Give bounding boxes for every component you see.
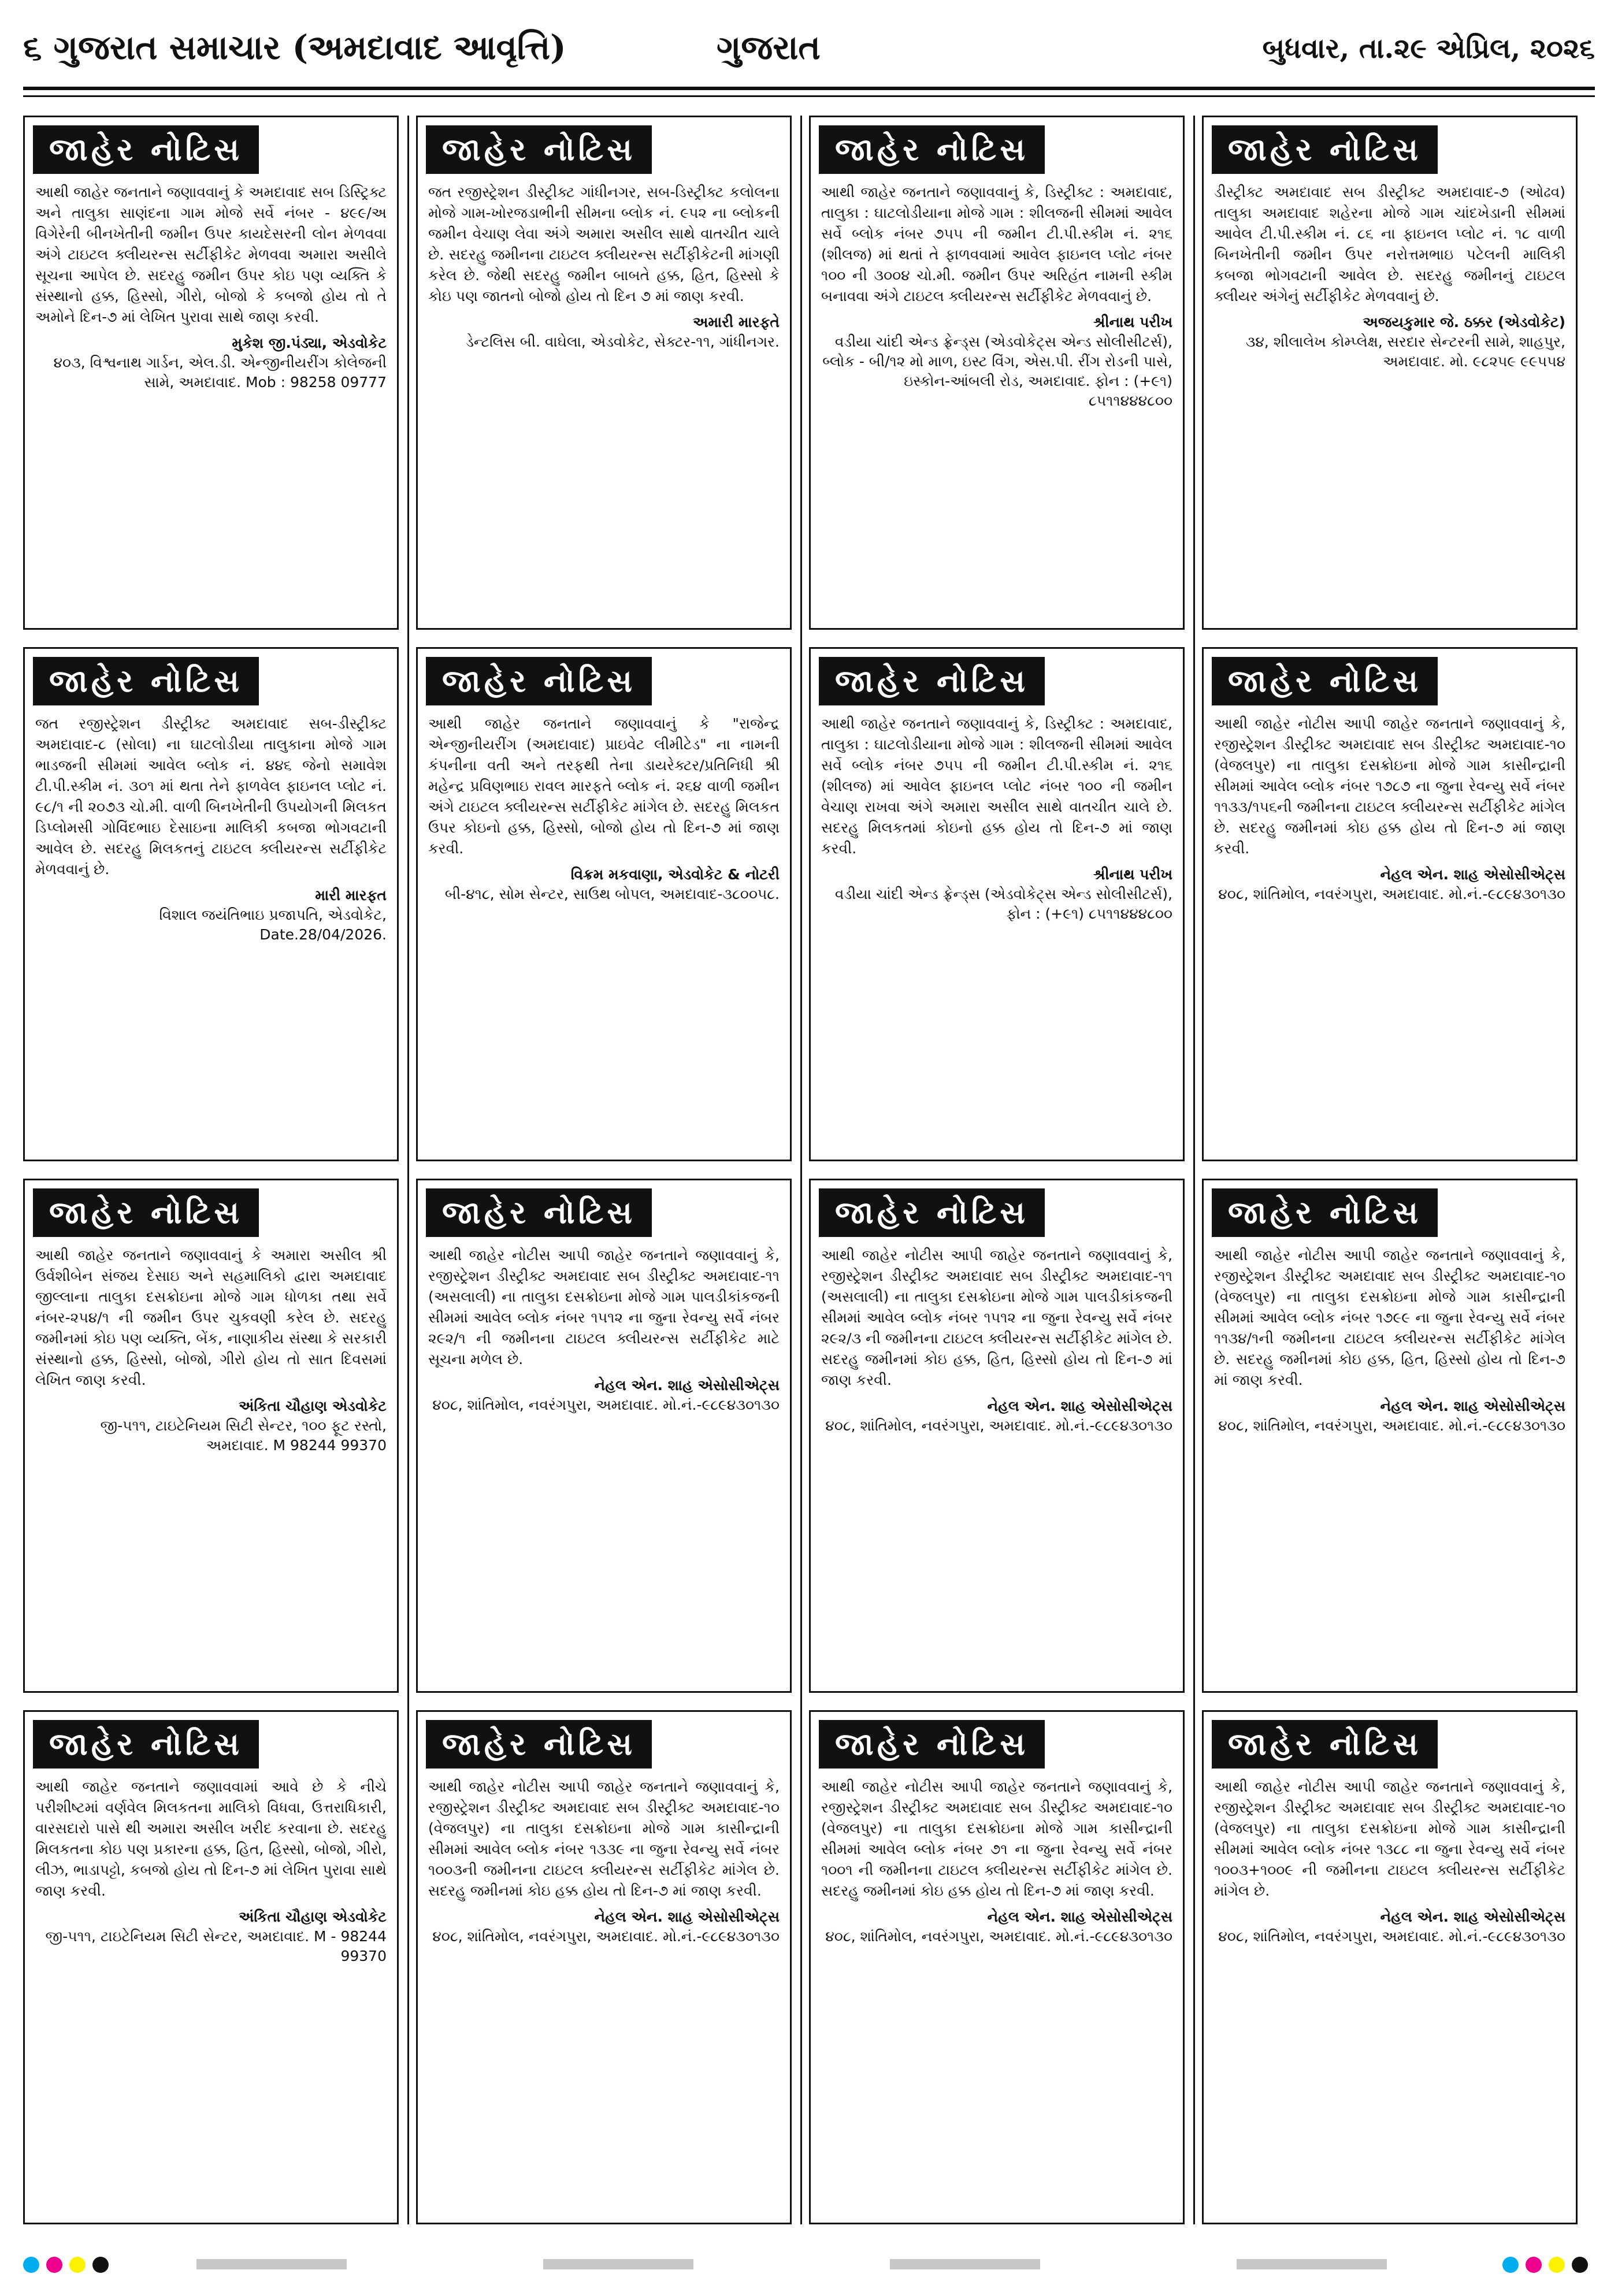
- notice-title: જાહેર નોટિસ: [426, 1720, 652, 1769]
- signatory-name: અજયકુમાર જે. ઠક્કર (એડવોકેટ): [1363, 314, 1565, 330]
- signatory-name: અંકિતા ચૌહાણ એડવોકેટ: [238, 1398, 387, 1414]
- notice-signature: [1204, 1907, 1576, 1955]
- notice-title: જાહેર નોટિસ: [819, 657, 1045, 705]
- notice-body: આથી જાહેર નોટીસ આપી જાહેર જનતાને જણાવવાનું કે, રજીસ્ટ્રેશન ડીસ્ટ્રીક્ટ અમદાવાદ સબ ડીસ્ટ્રીક્ટ અમદાવાદ-૧૦ (વેજલપુર) ના તાલુકા દસક્રોઇના મોજે ગામ કાસીન્દ્રાની સીમમાં આવેલ બ્લોક નંબર ૭૧ ના જુના રેવન્યુ સર્વે નંબર ૧૦૦૧ ની જમીનના ટાઇટલ ક્લીયરન્સ સર્ટીફીકેટ માંગેલ છે. સદરહુ જમીનમાં કોઇ હક્ક હોય તો દિન-૭ માં જાણ કરવી.: [821, 1778, 1172, 1899]
- notice-body: જત રજીસ્ટ્રેશન ડીસ્ટ્રીક્ટ અમદાવાદ સબ-ડીસ્ટ્રીક્ટ અમદાવાદ-૮ (સોલા) ના ઘાટલોડીયા તાલુકાના મોજે ગામ ભાડજની સીમમાં આવેલ બ્લોક નં. ૪૪૬ જેનો સમાવેશ ટી.પી.સ્કીમ નં. ૩૦૧ માં થતા તેને ફાળવેલ ફાઇનલ પ્લોટ નં. ૯૮/૧ ની ૨૦૭૩ ચો.મી. વાળી બિનખેતીની ઉપયોગની મિલકત ડિપ્લોમસી ગોવિંદભાઇ દેસાઇના માલિકી કબજા ભોગવટાની આવેલ છે. સદરહુ મિલકતનું ટાઇટલ ક્લીયરન્સ સર્ટીફીકેટ મેળવવાનું છે.: [35, 715, 387, 878]
- signatory-address: ૪૦૮, શાંતિમોલ, નવરંગપુરા, અમદાવાદ. મો.નં.-૯૮૯૪૩૦૧૩૦: [1218, 1928, 1565, 1945]
- signatory-address: બી-૪૧૮, સોમ સેન્ટર, સાઉથ બોપલ, અમદાવાદ-૩૮૦૦૫૮.: [444, 886, 780, 902]
- signatory-name: શ્રીનાથ પરીખ: [1093, 314, 1172, 330]
- signatory-address: ૩૪, શીલાલેખ કોમ્પ્લેક્ષ, સરદાર સેન્ટરની સામે, શાહપુર, અમદાવાદ. મો. ૯૮૨૫૯ ૯૯૫૫૪: [1245, 333, 1565, 370]
- signatory-address: જી-૫૧૧, ટાઇટેનિયમ સિટી સેન્ટર, અમદાવાદ. M - 98244 99370: [45, 1928, 387, 1964]
- public-notice: [809, 647, 1185, 1161]
- public-notice: [416, 1179, 792, 1693]
- signatory-address: વડીયા ચાંદી એન્ડ ફ્રેન્ડ્સ (એડવોકેટ્સ એન્ડ સોલીસીટર્સ), બ્લોક - બી/૧૨ મો માળ, ઇસ્ટ વિંગ, એસ.પી. રીંગ રોડની પાસે, ઇસ્કોન-આંબલી રોડ, અમદાવાદ. ફોન : (+૯૧) ૮૫૧૧૪૪૪૮૦૦: [822, 333, 1172, 409]
- registration-dot-yellow: [69, 2257, 86, 2273]
- notice-body: જત રજીસ્ટ્રેશન ડીસ્ટ્રીક્ટ ગાંધીનગર, સબ-ડિસ્ટ્રીક્ટ કલોલના મોજે ગામ-ખોરજડાભીની સીમના બ્લોક નં. ૯૫૨ ના બ્લોકની જમીન વેચાણ લેવા અંગે અમારા અસીલ સાથે વાતચીત ચાલે છે. સદરહુ જમીનના ટાઇટલ ક્લીયરન્સ સર્ટીફીકેટની માંગણી કરેલ છે. જેથી સદરહુ જમીન બાબતે હક્ક, હિત, હિસ્સો કે કોઇ પણ જાતનો બોજો હોય તો દિન ૭ માં જાણ કરવી.: [428, 184, 780, 304]
- notice-signature: [811, 313, 1183, 419]
- signatory-address: વડીયા ચાંદી એન્ડ ફ્રેન્ડ્સ (એડવોકેટ્સ એન્ડ સોલીસીટર્સ), ફોન : (+૯૧) ૮૫૧૧૪૪૪૮૦૦: [834, 886, 1172, 922]
- registration-dot-magenta: [46, 2257, 62, 2273]
- public-notice: [416, 647, 792, 1161]
- signatory-name: નેહલ એન. શાહ એસોસીએટ્સ: [987, 1398, 1172, 1414]
- signatory-address: ૪૦૮, શાંતિમોલ, નવરંગપુરા, અમદાવાદ. મો.નં.-૯૮૯૪૩૦૧૩૦: [825, 1417, 1172, 1434]
- signatory-name: મુકેશ જી.પંડ્યા, એડવોકેટ: [232, 335, 387, 351]
- notice-signature: [1204, 313, 1576, 380]
- signatory-name: નેહલ એન. શાહ એસોસીએટ્સ: [594, 1908, 780, 1925]
- masthead: [23, 17, 1595, 90]
- signatory-name: વિક્રમ મકવાણા, એડવોકેટ & નોટરી: [570, 866, 780, 883]
- registration-dot-black: [92, 2257, 109, 2273]
- notice-signature: [811, 1907, 1183, 1955]
- signatory-name: અમારી મારફતે: [692, 314, 780, 330]
- signatory-name: નેહલ એન. શાહ એસોસીએટ્સ: [1380, 1908, 1565, 1925]
- notice-body: આથી જાહેર જનતાને જણાવવાનું કે, ડિસ્ટ્રીક્ટ : અમદાવાદ, તાલુકા : ઘાટલોડીયાના મોજે ગામ : શીલજની સીમમાં આવેલ સર્વે બ્લોક નંબર ૭૫૫ ની જમીન ટી.પી.સ્કીમ નં. ૨૧૬ (શીલજ) માં થતાં તે ફાળવવામાં આવેલ ફાઇનલ પ્લોટ નંબર ૧૦૦ ની ૩૦૦૪ ચો.મી. જમીન ઉપર અરિહંત નામની સ્કીમ બનાવવા અંગે ટાઇટલ ક્લીયરન્સ સર્ટીફીકેટ મેળવવાનું છે.: [821, 184, 1172, 304]
- masthead-rule: [23, 95, 1595, 97]
- signatory-name: નેહલ એન. શાહ એસોસીએટ્સ: [1380, 866, 1565, 883]
- notice-signature: [418, 865, 790, 912]
- section-name: ગુજરાત: [717, 28, 821, 67]
- notice-title: જાહેર નોટિસ: [819, 1720, 1045, 1769]
- notice-title: જાહેર નોટિસ: [33, 657, 259, 705]
- public-notice: [1202, 647, 1578, 1161]
- public-notice: [809, 1710, 1185, 2224]
- notice-body: આથી જાહેર નોટીસ આપી જાહેર જનતાને જણાવવાનું કે, રજીસ્ટ્રેશન ડીસ્ટ્રીક્ટ અમદાવાદ સબ ડીસ્ટ્રીક્ટ અમદાવાદ-૧૦ (વેજલપુર) ના તાલુકા દસક્રોઇના મોજે ગામ કાસીન્દ્રાની સીમમાં આવેલ બ્લોક નંબર ૧૩૩૯ ના જુના રેવન્યુ સર્વે નંબર ૧૦૦૩ની જમીનના ટાઇટલ ક્લીયરન્સ સર્ટીફીકેટ માંગેલ છે. સદરહુ જમીનમાં કોઇ હક્ક હોય તો દિન-૭ માં જાણ કરવી.: [428, 1778, 780, 1899]
- crop-bar: [196, 2259, 347, 2269]
- column-4: [1202, 116, 1578, 2224]
- signatory-address: ૪૦૮, શાંતિમોલ, નવરંગપુરા, અમદાવાદ. મો.નં.-૯૮૯૪૩૦૧૩૦: [825, 1928, 1172, 1945]
- column-divider: [407, 116, 409, 2224]
- signatory-address: ૪૦૮, શાંતિમોલ, નવરંગપુરા, અમદાવાદ. મો.નં.-૯૮૯૪૩૦૧૩૦: [432, 1928, 780, 1945]
- signatory-name: શ્રીનાથ પરીખ: [1093, 866, 1172, 883]
- notice-signature: [1204, 1396, 1576, 1444]
- notice-body: આથી જાહેર નોટીસ આપી જાહેર જનતાને જણાવવાનું કે, રજીસ્ટ્રેશન ડીસ્ટ્રીક્ટ અમદાવાદ સબ ડીસ્ટ્રીક્ટ અમદાવાદ-૧૧ (અસલાલી) ના તાલુકા દસક્રોઇના મોજે ગામ પાલડીકાંકજની સીમમાં આવેલ બ્લોક નંબર ૧૫૧૨ ના જુના રેવન્યુ સર્વે નંબર ૨૯૨/૩ ની જમીનના ટાઇટલ ક્લીયરન્સ સર્ટીફીકેટ માંગેલ છે. સદરહુ જમીનમાં કોઇ હક્ક, હિત, હિસ્સો હોય તો દિન-૭ માં જાણ કરવી.: [821, 1247, 1172, 1388]
- notice-title: જાહેર નોટિસ: [1212, 1188, 1438, 1237]
- notice-signature: [418, 1907, 790, 1955]
- signatory-name: નેહલ એન. શાહ એસોસીએટ્સ: [1380, 1398, 1565, 1414]
- notice-signature: [25, 886, 397, 953]
- notice-title: જાહેર નોટિસ: [1212, 1720, 1438, 1769]
- notice-title: જાહેર નોટિસ: [1212, 125, 1438, 174]
- notice-body: આથી જાહેર જનતાને જણાવવાનું કે, ડિસ્ટ્રીક્ટ : અમદાવાદ, તાલુકા : ઘાટલોડીયાના મોજે ગામ : શીલજની સીમમાં આવેલ સર્વે બ્લોક નંબર ૭૫૫ ની જમીન ટી.પી.સ્કીમ નં. ૨૧૬ (શીલજ) માં આવેલ ફાઇનલ પ્લોટ નંબર ૧૦૦ ની જમીન વેચાણ રાખવા અંગે અમારા અસીલ સાથે વાતચીત ચાલે છે. સદરહુ મિલકતમાં કોઇનો હક્ક હોય તો દિન-૭ માં જાણ કરવી.: [821, 715, 1172, 857]
- signatory-address: ૪૦૮, શાંતિમોલ, નવરંગપુરા, અમદાવાદ. મો.નં.-૯૮૯૪૩૦૧૩૦: [432, 1396, 780, 1413]
- registration-dot-magenta: [1526, 2257, 1542, 2273]
- notice-title: જાહેર નોટિસ: [33, 1188, 259, 1237]
- public-notice: [416, 1710, 792, 2224]
- paper-name: ૬ ગુજરાત સમાચાર (અમદાવાદ આવૃત્તિ): [23, 28, 566, 67]
- notice-signature: [418, 1376, 790, 1423]
- public-notice: [23, 116, 399, 630]
- crop-bar: [1237, 2259, 1387, 2269]
- public-notice: [416, 116, 792, 630]
- notice-title: જાહેર નોટિસ: [33, 1720, 259, 1769]
- notice-body: આથી જાહેર જનતાને જણાવવાનું કે અમદાવાદ સબ ડિસ્ટ્રિક્ટ અને તાલુકા સાણંદના ગામ મોજે સર્વે નંબર - ૪૯૯/અ વિગેરેની બીનખેતીની જમીન ઉપર કાયદેસરની લોન મેળવવા અંગે ટાઇટલ ક્લીયરન્સ સર્ટીફીકેટ મેળવવા અમારા અસીલે સૂચના આપેલ છે. સદરહુ જમીન ઉપર કોઇ પણ વ્યક્તિ કે સંસ્થાનો હક્ક, હિસ્સો, ગીરો, બોજો કે કબજો હોય તો તે અમોને દિન-૭ માં લેખિત પુરાવા સાથે જાણ કરવી.: [35, 184, 387, 325]
- column-3: [809, 116, 1185, 2224]
- notice-signature: [418, 313, 790, 360]
- notice-signature: [811, 1396, 1183, 1444]
- registration-dot-yellow: [1549, 2257, 1565, 2273]
- notice-title: જાહેર નોટિસ: [426, 1188, 652, 1237]
- column-divider: [1193, 116, 1195, 2224]
- public-notice: [1202, 1710, 1578, 2224]
- notice-signature: [25, 333, 397, 400]
- notice-body: આથી જાહેર જનતાને જણાવવાનું કે અમારા અસીલ શ્રી ઉર્વશીબેન સંજય દેસાઇ અને સહમાલિકો દ્વારા અમદાવાદ જીલ્લાના તાલુકા દસક્રોઇના મોજે ગામ ધોળકા તથા સર્વે નંબર-૨૫૪/૧ ની જમીન ઉપર ચુકવણી કરેલ છે. સદરહુ જમીનમાં કોઇ પણ વ્યક્તિ, બેંક, નાણાકીય સંસ્થા કે સરકારી સંસ્થાનો હક્ક, હિસ્સો, બોજો, ગીરો હોય તો સાત દિવસમાં લેખિત જાણ કરવી.: [35, 1247, 387, 1388]
- column-divider: [800, 116, 802, 2224]
- signatory-address: ડેન્ટલિસ બી. વાઘેલા, એડવોકેટ, સેક્ટર-૧૧, ગાંધીનગર.: [466, 333, 780, 350]
- column-1: [23, 116, 399, 2224]
- notice-signature: [25, 1396, 397, 1463]
- notice-title: જાહેર નોટિસ: [819, 1188, 1045, 1237]
- public-notice: [1202, 1179, 1578, 1693]
- signatory-name: અંકિતા ચૌહાણ એડવોકેટ: [238, 1908, 387, 1925]
- notice-body: આથી જાહેર નોટીસ આપી જાહેર જનતાને જણાવવાનું કે, રજીસ્ટ્રેશન ડીસ્ટ્રીક્ટ અમદાવાદ સબ ડીસ્ટ્રીક્ટ અમદાવાદ-૧૦ (વેજલપુર) ના તાલુકા દસક્રોઇના મોજે ગામ કાસીન્દ્રાની સીમમાં આવેલ બ્લોક નંબર ૧૭૮૭ ના જુના રેવન્યુ સર્વે નંબર ૧૧૩૩/૧૫૬ની જમીનના ટાઇટલ ક્લીયરન્સ સર્ટીફીકેટ માંગેલ છે. સદરહુ જમીનમાં કોઇ હક્ક હોય તો દિન-૭ માં જાણ કરવી.: [1214, 715, 1565, 857]
- notice-title: જાહેર નોટિસ: [33, 125, 259, 174]
- signatory-address: ૪૦૩, વિશ્વનાથ ગાર્ડન, એલ.ડી. એન્જીનીયરીંગ કોલેજની સામે, અમદાવાદ. Mob : 98258 09777: [53, 354, 387, 391]
- notice-title: જાહેર નોટિસ: [426, 657, 652, 705]
- public-notice: [23, 1179, 399, 1693]
- crop-bar: [543, 2259, 693, 2269]
- notice-signature: [25, 1907, 397, 1974]
- notice-body: આથી જાહેર જનતાને જણાવવામાં આવે છે કે નીચે પરીશીષ્ટમાં વર્ણવેલ મિલકતના માલિકો વિધવા, ઉત્તરાધિકારી, વારસદારો પાસે થી અમારા અસીલ ખરીદ કરવાના છે. સદરહુ મિલકતના કોઇ પણ પ્રકારના હક્ક, હિત, હિસ્સો, બોજો, ગીરો, લીઝ, ભાડાપટ્ટો, કબજો હોય તો દિન-૭ માં લેખિત પુરાવા સાથે જાણ કરવી.: [35, 1778, 387, 1899]
- signatory-name: નેહલ એન. શાહ એસોસીએટ્સ: [987, 1908, 1172, 1925]
- column-2: [416, 116, 792, 2224]
- signatory-name: મારી મારફત: [315, 887, 387, 904]
- notice-title: જાહેર નોટિસ: [426, 125, 652, 174]
- public-notice: [23, 1710, 399, 2224]
- signatory-address: જી-૫૧૧, ટાઇટેનિયમ સિટી સેન્ટર, ૧૦૦ ફૂટ રસ્તો, અમદાવાદ. M 98244 99370: [100, 1417, 387, 1454]
- notice-signature: [1204, 865, 1576, 912]
- signatory-name: નેહલ એન. શાહ એસોસીએટ્સ: [594, 1377, 780, 1394]
- notice-body: આથી જાહેર નોટીસ આપી જાહેર જનતાને જણાવવાનું કે, રજીસ્ટ્રેશન ડીસ્ટ્રીક્ટ અમદાવાદ સબ ડીસ્ટ્રીક્ટ અમદાવાદ-૧૦ (વેજલપુર) ના તાલુકા દસક્રોઇના મોજે ગામ કાસીન્દ્રાની સીમમાં આવેલ બ્લોક નંબર ૧૭૯૯ ના જુના રેવન્યુ સર્વે નંબર ૧૧૩૪/૧ની જમીનના ટાઇટલ ક્લીયરન્સ સર્ટીફીકેટ માંગેલ છે. સદરહુ જમીનમાં કોઇ હક્ક, હિત, હિસ્સો હોય તો દિન-૭ માં જાણ કરવી.: [1214, 1247, 1565, 1388]
- signatory-address: વિશાલ જયંતિભાઇ પ્રજાપતિ, એડવોકેટ, Date.28/04/2026.: [159, 906, 387, 943]
- notice-body: આથી જાહેર નોટીસ આપી જાહેર જનતાને જણાવવાનું કે, રજીસ્ટ્રેશન ડીસ્ટ્રીક્ટ અમદાવાદ સબ ડીસ્ટ્રીક્ટ અમદાવાદ-૧૦ (વેજલપુર) ના તાલુકા દસક્રોઇના મોજે ગામ કાસીન્દ્રાની સીમમાં આવેલ બ્લોક નંબર ૧૩૮૮ ના જુના રેવન્યુ સર્વે નંબર ૧૦૦૩+૧૦૦૯ ની જમીનના ટાઇટલ ક્લીયરન્સ સર્ટીફીકેટ માંગેલ છે.: [1214, 1778, 1565, 1899]
- print-registration-marks: [23, 2244, 1595, 2273]
- notice-body: આથી જાહેર જનતાને જણાવવાનું કે "રાજેન્દ્ર એન્જીનીયરીંગ (અમદાવાદ) પ્રાઇવેટ લીમીટેડ" ના નામની કંપનીના વતી અને તરફથી તેના ડાયરેક્ટર/પ્રતિનિધી શ્રી મહેન્દ્ર પ્રવિણભાઇ રાવલ મારફતે બ્લોક નં. ૨૬૪ વાળી જમીન અંગે ટાઇટલ ક્લીયરન્સ સર્ટીફીકેટ માંગેલ છે. સદરહુ મિલકત ઉપર કોઇનો હક્ક, હિસ્સો, બોજો હોય તો દિન-૭ માં જાણ કરવી.: [428, 715, 780, 857]
- public-notice: [809, 1179, 1185, 1693]
- notice-body: આથી જાહેર નોટીસ આપી જાહેર જનતાને જણાવવાનું કે, રજીસ્ટ્રેશન ડીસ્ટ્રીક્ટ અમદાવાદ સબ ડીસ્ટ્રીક્ટ અમદાવાદ-૧૧ (અસલાલી) ના તાલુકા દસક્રોઇના મોજે ગામ પાલડીકાંકજની સીમમાં આવેલ બ્લોક નંબર ૧૫૧૨ ના જુના રેવન્યુ સર્વે નંબર ૨૯૨/૧ ની જમીનના ટાઇટલ ક્લીયરન્સ સર્ટીફીકેટ માટે સૂચના મળેલ છે.: [428, 1247, 780, 1368]
- notice-body: ડીસ્ટ્રીક્ટ અમદાવાદ સબ ડીસ્ટ્રીક્ટ અમદાવાદ-૭ (ઓઢવ) તાલુકા અમદાવાદ શહેરના મોજે ગામ ચાંદખેડાની સીમમાં આવેલ ટી.પી.સ્કીમ નં. ૮૬ ના ફાઇનલ પ્લોટ નં. ૧૮ વાળી બિનખેતીની જમીન ઉપર નરોત્તમભાઇ પટેલની માલિકી કબજા ભોગવટાની આવેલ છે. સદરહુ જમીનનું ટાઇટલ ક્લીયર અંગેનું સર્ટીફીકેટ મેળવવાનું છે.: [1214, 184, 1565, 304]
- signatory-address: ૪૦૮, શાંતિમોલ, નવરંગપુરા, અમદાવાદ. મો.નં.-૯૮૯૪૩૦૧૩૦: [1218, 1417, 1565, 1434]
- public-notice: [809, 116, 1185, 630]
- signatory-address: ૪૦૮, શાંતિમોલ, નવરંગપુરા, અમદાવાદ. મો.નં.-૯૮૯૪૩૦૧૩૦: [1218, 886, 1565, 902]
- issue-date: બુધવાર, તા.૨૯ એપ્રિલ, ૨૦૨૬: [1262, 32, 1595, 65]
- notice-signature: [811, 865, 1183, 932]
- public-notice: [1202, 116, 1578, 630]
- registration-dot-cyan: [1502, 2257, 1519, 2273]
- notice-title: જાહેર નોટિસ: [819, 125, 1045, 174]
- crop-bar: [890, 2259, 1040, 2269]
- registration-dot-black: [1572, 2257, 1588, 2273]
- notice-title: જાહેર નોટિસ: [1212, 657, 1438, 705]
- registration-dot-cyan: [23, 2257, 39, 2273]
- public-notice: [23, 647, 399, 1161]
